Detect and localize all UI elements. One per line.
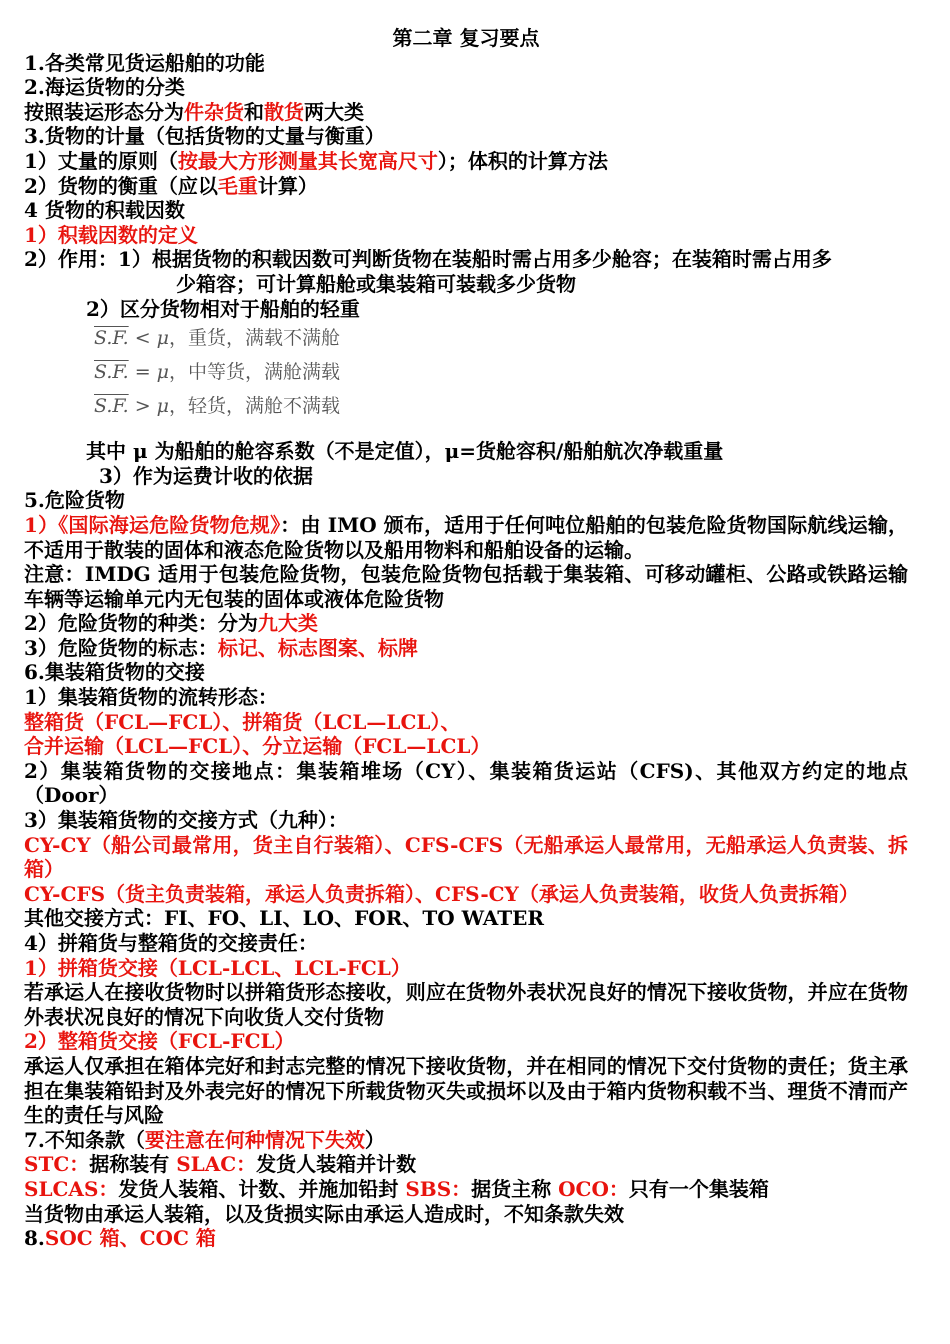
section-3-item-2: 2）货物的衡重（应以毛重计算） [24, 173, 318, 198]
section-3-heading: 3.货物的计量（包括货物的丈量与衡重） [24, 124, 385, 149]
section-7-fail: 当货物由承运人装箱，以及货损实际由承运人造成时，不知条款失效 [24, 1201, 624, 1226]
highlight-text: 件杂货 [184, 99, 244, 124]
formula-light: S.F. > μ，轻货，满舱不满载 [94, 395, 341, 418]
section-6-modes-1: CY-CY（船公司最常用，货主自行装箱）、CFS-CFS（无船承运人最常用，无船承运人负责装、拆箱） [24, 832, 908, 882]
highlight-text: 九大类 [257, 611, 318, 636]
highlight-text: 散货 [264, 99, 304, 124]
section-6-heading: 6.集装箱货物的交接 [24, 660, 205, 685]
section-4-item-3: 3）作为运费计收的依据 [99, 463, 313, 488]
section-2-text: 按照装运形态分为件杂货和散货两大类 [24, 99, 364, 124]
section-6-item-4: 4）拼箱货与整箱货的交接责任： [24, 931, 318, 955]
section-5-note: 注意：IMDG 适用于包装危险货物，包装危险货物包括载于集装箱、可移动罐柜、公路或铁路运输车辆等运输单元内无包装的固体或液体危险货物 [24, 562, 908, 611]
section-4-item-2-sub: 2）区分货物相对于船舶的轻重 [86, 296, 360, 321]
section-1-heading: 1.各类常见货运船舶的功能 [24, 50, 265, 75]
section-6-item-1: 1）集装箱货物的流转形态： [24, 685, 278, 710]
section-6-item-2: 2）集装箱货物的交接地点：集装箱堆场（CY）、集装箱货运站（CFS)、其他双方约定的地点（Door） [24, 758, 908, 808]
highlight-text: 毛重 [217, 173, 258, 198]
section-4-item-1: 1）积载因数的定义 [24, 222, 198, 247]
section-5-item-1: 1）《国际海运危险货物危规》：由 IMO 颁布，适用于任何吨位船舶的包装危险货物国际航线运输，不适用于散装的固体和液态危险货物以及船用物料和船舶设备的运输。 [24, 512, 909, 562]
highlight-text: SOC 箱、COC 箱 [44, 1226, 216, 1251]
page-title: 第二章 复习要点 [392, 26, 540, 50]
section-4-heading: 4 货物的积载因数 [24, 198, 185, 223]
section-6-lcl-heading: 1）拼箱货交接（LCL-LCL、LCL-FCL） [24, 955, 411, 980]
section-4-item-2: 2）作用：1）根据货物的积载因数可判断货物在装船时需占用多少舱容；在装箱时需占用多 [24, 247, 832, 272]
section-6-lcl-text: 若承运人在接收货物时以拼箱货形态接收，则应在货物外表状况良好的情况下接收货物，并应在货物外表状况良好的情况下向收货人交付货物 [24, 980, 908, 1029]
section-6-forms-2: 合并运输（LCL—FCL）、分立运输（FCL—LCL） [24, 734, 491, 759]
document-page [24, 26, 908, 1251]
section-2-heading: 2.海运货物的分类 [24, 75, 185, 100]
section-4-item-2-cont: 少箱容；可计算船舱或集装箱可装载多少货物 [176, 271, 576, 296]
section-7-heading: 7.不知条款（要注意在何种情况下失效） [24, 1127, 385, 1152]
highlight-text: 按最大方形测量其长宽高尺寸 [177, 148, 438, 173]
section-5-item-2: 2）危险货物的种类：分为九大类 [24, 611, 318, 636]
section-6-item-3: 3）集装箱货物的交接方式（九种）： [24, 808, 348, 833]
highlight-text: 标记、标志图案、标牌 [217, 635, 418, 660]
formula-heavy: S.F. < μ，重货，满载不满舱 [94, 327, 341, 350]
section-7-codes-2: SLCAS：发货人装箱、计数、并施加铅封 SBS：据货主称 OCO：只有一个集装箱 [24, 1176, 769, 1201]
section-6-fcl-heading: 2）整箱货交接（FCL-FCL） [24, 1029, 295, 1054]
section-7-codes-1: STC：据称装有 SLAC：发货人装箱并计数 [24, 1152, 417, 1177]
highlight-text: 1）《国际海运危险货物危规》 [24, 512, 281, 537]
section-6-fcl-text: 承运人仅承担在箱体完好和封志完整的情况下接收货物，并在相同的情况下交付货物的责任；货主承担在集装箱铅封及外表完好的情况下所载货物灭失或损坏以及由于箱内货物积载不当、理货不清而产生的责任与风险 [24, 1053, 908, 1128]
section-8-heading: 8.SOC 箱、COC 箱 [24, 1226, 216, 1251]
section-6-forms-1: 整箱货（FCL—FCL）、拼箱货（LCL—LCL）、 [24, 709, 461, 734]
section-3-item-1: 1）丈量的原则（按最大方形测量其长宽高尺寸）；体积的计算方法 [24, 148, 608, 173]
section-6-modes-2: CY-CFS（货主负责装箱，承运人负责拆箱）、CFS-CY（承运人负责装箱，收货人负责拆箱） [24, 881, 859, 906]
section-5-item-3: 3）危险货物的标志：标记、标志图案、标牌 [24, 635, 418, 660]
section-6-other-modes: 其他交接方式：FI、FO、LI、LO、FOR、TO WATER [24, 906, 544, 931]
formula-medium: S.F. = μ，中等货，满舱满载 [94, 361, 341, 384]
section-5-heading: 5.危险货物 [24, 488, 125, 513]
section-4-mu-note: 其中 μ 为船舶的舱容系数（不是定值），μ=货舱容积/船舶航次净载重量 [86, 439, 724, 464]
highlight-text: 要注意在何种情况下失效 [144, 1127, 365, 1152]
